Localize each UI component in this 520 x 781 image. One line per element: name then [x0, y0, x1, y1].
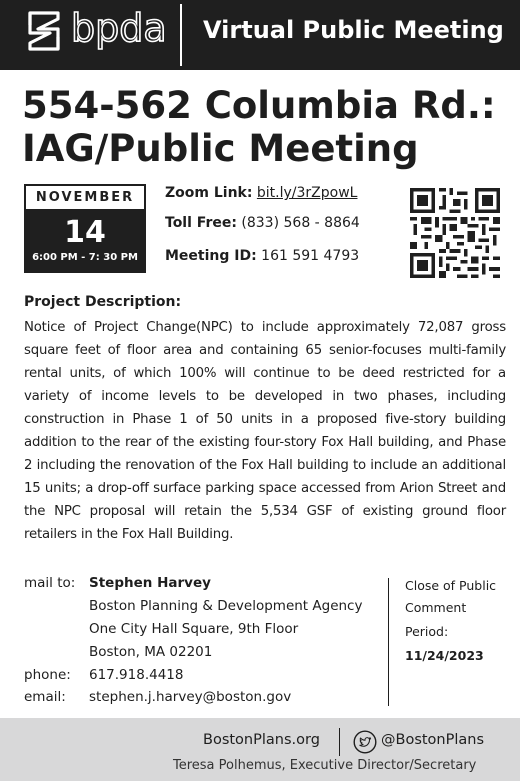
bpda-logo-icon: [24, 9, 64, 53]
phone-label: phone:: [24, 667, 71, 683]
contact-email[interactable]: stephen.j.harvey@boston.gov: [89, 689, 292, 705]
zoom-link[interactable]: bit.ly/3rZpowL: [256, 185, 358, 201]
comment-line-1: Close of Public: [405, 578, 497, 593]
comment-period: [405, 575, 515, 667]
comment-line-2: Comment: [405, 600, 467, 615]
footer-twitter-handle[interactable]: @BostonPlans: [381, 732, 485, 748]
meeting-id-line: [165, 248, 359, 264]
date-time: 6:00 PM - 7: 30 PM: [32, 252, 138, 263]
zoom-label: Zoom Link:: [165, 185, 253, 201]
title-line-2: IAG/Public Meeting: [22, 127, 419, 170]
contact-phone[interactable]: 617.918.4418: [89, 667, 184, 683]
email-label: email:: [24, 689, 66, 705]
header-title: Virtual Public Meeting: [203, 16, 504, 44]
zoom-line: [165, 185, 357, 201]
date-day-block: [24, 211, 146, 273]
qr-code-icon[interactable]: [410, 188, 500, 278]
footer-website-link[interactable]: BostonPlans.org: [203, 732, 320, 748]
footer-credit: Teresa Polhemus, Executive Director/Secretary: [173, 758, 477, 773]
contact-name: Stephen Harvey: [89, 575, 211, 591]
tollfree-line: [165, 215, 360, 231]
header-bar: [0, 0, 520, 70]
meeting-id-value: 161 591 4793: [261, 248, 360, 264]
contact-divider: [388, 578, 389, 706]
meeting-id-label: Meeting ID:: [165, 248, 257, 264]
project-description-body: Notice of Project Change(NPC) to include approximately 72,087 gross square feet of floor area and containing 65 senior-focuses multi-family rental units, of which 100% will continue to be deed restricted for a variety of income levels to be developed in two phases, including construction in Phase 1 of 50 units in a proposed five-story building addition to the rear of the existing four-story Fox Hall building, and Phase 2 including the renovation of the Fox Hall building to include an additional 15 units; a drop-off surface parking space accessed from Arion Street and the NPC proposal will retain the 5,534 GSF of existing ground floor retailers in the Fox Hall Building.: [24, 320, 506, 542]
brand-logo-text: bpda: [71, 6, 167, 50]
footer-bar: [0, 718, 520, 781]
title-line-1: 554-562 Columbia Rd.:: [22, 84, 496, 127]
footer-divider: [339, 728, 340, 756]
date-badge: [24, 184, 146, 273]
tollfree-value: (833) 568 - 8864: [241, 215, 360, 231]
twitter-icon: [353, 730, 377, 754]
comment-line-3: Period:: [405, 624, 449, 639]
date-day: 14: [64, 215, 106, 250]
project-description-heading: Project Description:: [24, 294, 182, 310]
contact-address-1: One City Hall Square, 9th Floor: [89, 621, 299, 637]
header-divider: [180, 4, 182, 66]
mail-label: mail to:: [24, 575, 76, 591]
date-month: NOVEMBER: [24, 184, 146, 211]
comment-close-date: 11/24/2023: [405, 648, 484, 663]
page-title: [22, 84, 512, 170]
contact-org: Boston Planning & Development Agency: [89, 598, 363, 614]
tollfree-label: Toll Free:: [165, 215, 237, 231]
contact-address-2: Boston, MA 02201: [89, 644, 213, 660]
